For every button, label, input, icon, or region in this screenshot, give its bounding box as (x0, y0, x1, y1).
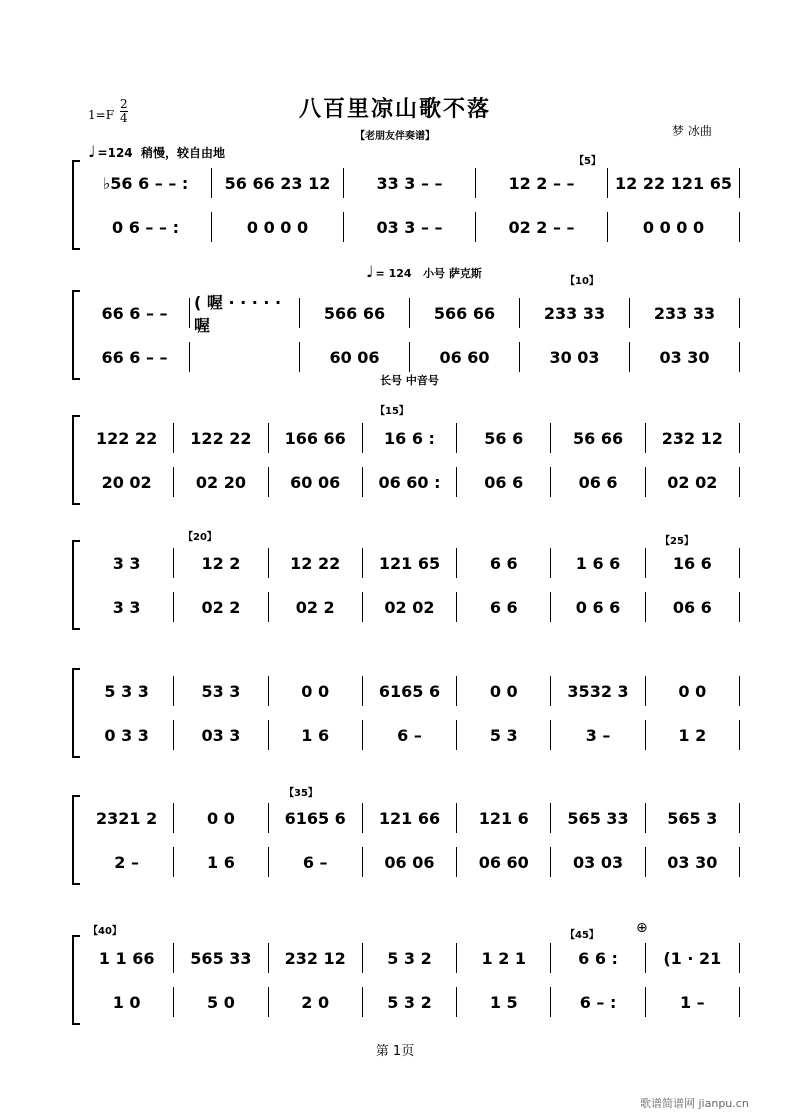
measure: 60 06 (269, 467, 363, 497)
measure: 12 22 (269, 548, 363, 578)
measure: 565 3 (646, 803, 740, 833)
measure: 565 33 (551, 803, 645, 833)
watermark: 歌谱简谱网 jianpu.cn (640, 1097, 749, 1110)
subtitle: 【老朋友伴奏谱】 (355, 131, 435, 142)
measure: 03 03 (551, 847, 645, 877)
measure: 166 66 (269, 423, 363, 453)
upper-staff (80, 943, 740, 973)
measure: 16 6 (646, 548, 740, 578)
measure: 03 3 – – (344, 212, 476, 242)
measure: 02 02 (363, 592, 457, 622)
measure: 06 60 : (363, 467, 457, 497)
upper-staff (80, 293, 740, 335)
tempo-line (88, 142, 225, 161)
lower-staff (80, 847, 740, 877)
composer: 梦 冰曲 (672, 124, 712, 138)
measure: ♭56 6 – – : (80, 168, 212, 198)
system-bracket (72, 290, 80, 380)
measure: 03 30 (646, 847, 740, 877)
measure: 2 – (80, 847, 174, 877)
measure: 1 6 6 (551, 548, 645, 578)
measure: 06 60 (410, 342, 520, 372)
measure: 3 3 (80, 592, 174, 622)
score-system (72, 668, 740, 758)
measure: 02 02 (646, 467, 740, 497)
measure-35-mark: 【35】 (284, 788, 318, 799)
measure: 6 6 : (551, 943, 645, 973)
measure: 6165 6 (363, 676, 457, 706)
measure: 12 2 (174, 548, 268, 578)
measure: 1 2 1 (457, 943, 551, 973)
measure: 122 22 (80, 423, 174, 453)
quarter-note-icon: ♩ (366, 262, 374, 281)
score-system (72, 415, 740, 505)
upper-staff (80, 548, 740, 578)
measure: 06 6 (646, 592, 740, 622)
measure: 56 66 (551, 423, 645, 453)
measure: 12 2 – – (476, 168, 608, 198)
measure: 6 – (363, 720, 457, 750)
measure: 66 6 – – (80, 298, 190, 328)
system-bracket (72, 795, 80, 885)
measure: 5 0 (174, 987, 268, 1017)
score-system (72, 540, 740, 630)
measure: 1 2 (646, 720, 740, 750)
measure: 12 22 121 65 (608, 168, 740, 198)
measure: 06 06 (363, 847, 457, 877)
lower-staff (80, 592, 740, 622)
tempo2-mark: = 124 (375, 267, 412, 280)
low-instruments: 长号 中音号 (380, 374, 439, 387)
lower-staff (80, 467, 740, 497)
measure: 06 60 (457, 847, 551, 877)
measure-15-mark: 【15】 (375, 406, 409, 417)
song-title: 八百里凉山歌不落 (298, 97, 491, 122)
meter-bottom: 4 (120, 111, 128, 125)
measure: 20 02 (80, 467, 174, 497)
measure: 233 33 (520, 298, 630, 328)
system-bracket (72, 668, 80, 758)
measure: 02 2 (269, 592, 363, 622)
measure: 0 6 6 (551, 592, 645, 622)
measure-20-mark: 【20】 (183, 532, 217, 543)
measure: 5 3 2 (363, 987, 457, 1017)
upper-staff (80, 803, 740, 833)
page-number: 第 1页 (375, 1044, 415, 1059)
lower-staff (80, 987, 740, 1017)
measure: (1 · 21 (646, 943, 740, 973)
measure: 121 66 (363, 803, 457, 833)
measure: 1 6 (174, 847, 268, 877)
coda-icon: ⊕ (636, 920, 648, 936)
score-system (72, 160, 740, 250)
measure: 0 0 0 0 (212, 212, 344, 242)
measure: 03 3 (174, 720, 268, 750)
measure-5-mark: 【5】 (574, 156, 601, 167)
system-bracket (72, 160, 80, 250)
measure-25-mark: 【25】 (660, 536, 694, 547)
system-bracket (72, 415, 80, 505)
meter-top: 2 (120, 97, 128, 111)
measure: 03 30 (630, 342, 740, 372)
measure: 02 20 (174, 467, 268, 497)
upper-staff (80, 676, 740, 706)
measure: 1 6 (269, 720, 363, 750)
upper-staff (80, 168, 740, 198)
measure: 30 03 (520, 342, 630, 372)
measure: 121 65 (363, 548, 457, 578)
measure: 0 0 (174, 803, 268, 833)
measure: 2 0 (269, 987, 363, 1017)
tempo-text: 稍慢，较自由地 (141, 146, 226, 160)
measure: 233 33 (630, 298, 740, 328)
lower-staff (80, 212, 740, 242)
measure: 5 3 3 (80, 676, 174, 706)
measure: 02 2 (174, 592, 268, 622)
key-signature: 1=F (88, 108, 115, 122)
measure: 6 – (269, 847, 363, 877)
measure: 0 3 3 (80, 720, 174, 750)
measure: 1 – (646, 987, 740, 1017)
system-bracket (72, 540, 80, 630)
measure: 122 22 (174, 423, 268, 453)
measure: 1 1 66 (80, 943, 174, 973)
measure: 0 0 0 0 (608, 212, 740, 242)
measure: 0 0 (457, 676, 551, 706)
measure-40-mark: 【40】 (88, 926, 122, 937)
tempo2-line (366, 262, 482, 281)
measure: 53 3 (174, 676, 268, 706)
measure: 232 12 (646, 423, 740, 453)
score-system (72, 290, 740, 380)
measure: 06 6 (457, 467, 551, 497)
measure: 2321 2 (80, 803, 174, 833)
tempo2-instruments: 小号 萨克斯 (423, 267, 482, 280)
measure: 5 3 2 (363, 943, 457, 973)
measure: 06 6 (551, 467, 645, 497)
measure: 60 06 (300, 342, 410, 372)
measure: 33 3 – – (344, 168, 476, 198)
measure: 1 0 (80, 987, 174, 1017)
measure: 5 3 (457, 720, 551, 750)
time-signature (120, 98, 128, 125)
measure: 566 66 (410, 298, 520, 328)
measure: ( 喔 · · · · · 喔 (190, 298, 300, 328)
measure: 121 6 (457, 803, 551, 833)
measure: 3 3 (80, 548, 174, 578)
measure: 0 0 (269, 676, 363, 706)
measure: 56 66 23 12 (212, 168, 344, 198)
measure: 56 6 (457, 423, 551, 453)
upper-staff (80, 423, 740, 453)
score-system (72, 935, 740, 1025)
lower-staff (80, 720, 740, 750)
measure: 6 – : (551, 987, 645, 1017)
measure: 66 6 – – (80, 342, 190, 372)
measure: 16 6 : (363, 423, 457, 453)
measure (190, 342, 300, 372)
quarter-note-icon: ♩ (88, 142, 96, 161)
tempo-mark: =124 (97, 146, 133, 160)
measure-45-mark: 【45】 (565, 930, 599, 941)
measure-10-mark: 【10】 (565, 276, 599, 287)
system-bracket (72, 935, 80, 1025)
measure: 3532 3 (551, 676, 645, 706)
measure: 565 33 (174, 943, 268, 973)
measure: 6 6 (457, 592, 551, 622)
measure: 0 0 (646, 676, 740, 706)
measure: 566 66 (300, 298, 410, 328)
lower-staff (80, 342, 740, 372)
measure: 3 – (551, 720, 645, 750)
measure: 1 5 (457, 987, 551, 1017)
measure: 0 6 – – : (80, 212, 212, 242)
score-system (72, 795, 740, 885)
measure: 232 12 (269, 943, 363, 973)
measure: 02 2 – – (476, 212, 608, 242)
measure: 6165 6 (269, 803, 363, 833)
measure: 6 6 (457, 548, 551, 578)
